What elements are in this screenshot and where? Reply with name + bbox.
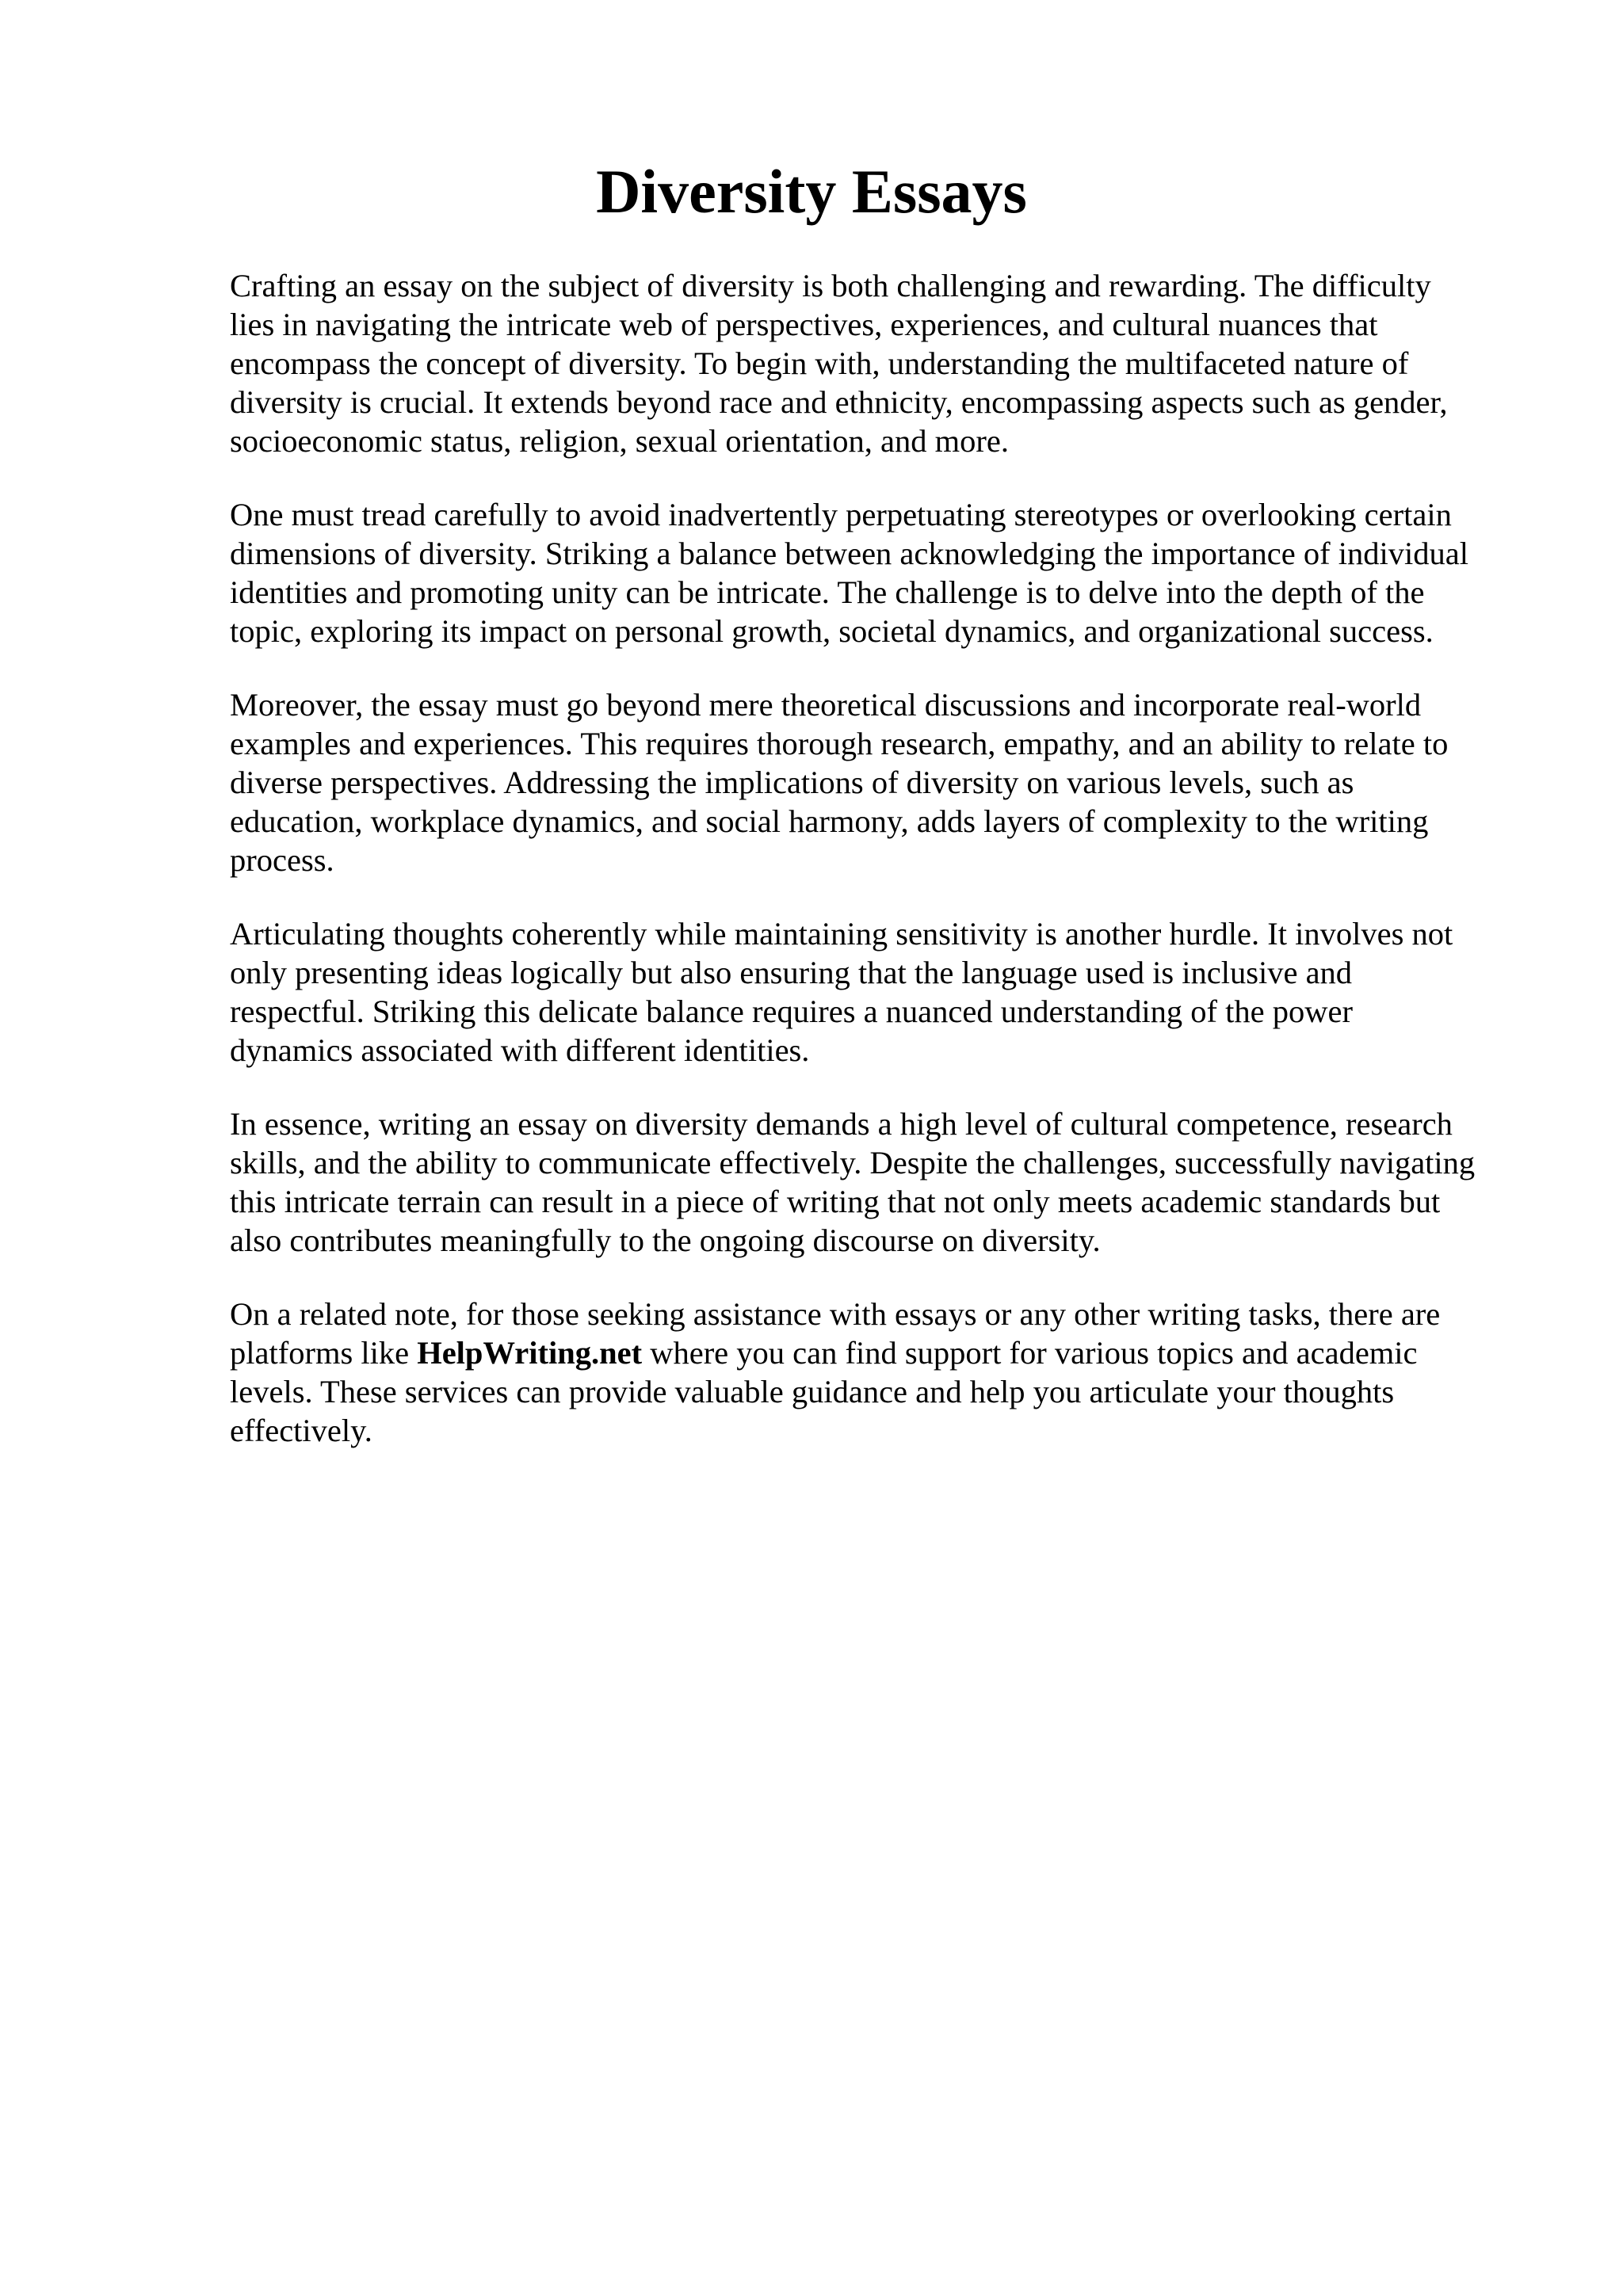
paragraph-2 <box>230 495 1537 650</box>
text-line: skills, and the ability to communicate effectively. Despite the challenges, successfully navigating <box>230 1145 1476 1180</box>
paragraph-5 <box>230 1104 1537 1260</box>
text-line: Moreover, the essay must go beyond mere theoretical discussions and incorporate real-world <box>230 687 1422 723</box>
page-title: Diversity Essays <box>596 157 1027 226</box>
text-line: levels. These services can provide valuable guidance and help you articulate your thoughts <box>230 1374 1395 1409</box>
text-line: diversity is crucial. It extends beyond race and ethnicity, encompassing aspects such as gender, <box>230 384 1448 420</box>
inline-text: platforms like <box>230 1335 418 1371</box>
text-line: encompass the concept of diversity. To begin with, understanding the multifaceted nature of <box>230 345 1409 381</box>
text-line: examples and experiences. This requires thorough research, empathy, and an ability to relate to <box>230 726 1449 761</box>
text-line: respectful. Striking this delicate balance requires a nuanced understanding of the power <box>230 994 1353 1029</box>
text-line: Articulating thoughts coherently while maintaining sensitivity is another hurdle. It involves not <box>230 916 1453 952</box>
paragraph-1 <box>230 266 1537 460</box>
text-line: education, workplace dynamics, and social harmony, adds layers of complexity to the writing <box>230 803 1429 839</box>
paragraph-4 <box>230 914 1537 1070</box>
text-line: process. <box>230 842 334 878</box>
text-line: this intricate terrain can result in a piece of writing that not only meets academic standards but <box>230 1184 1441 1219</box>
text-line: also contributes meaningfully to the ongoing discourse on diversity. <box>230 1222 1101 1258</box>
essay-body <box>230 266 1537 1485</box>
text-line: lies in navigating the intricate web of perspectives, experiences, and cultural nuances that <box>230 307 1378 342</box>
text-line: diverse perspectives. Addressing the implications of diversity on various levels, such as <box>230 765 1354 800</box>
paragraph-3 <box>230 685 1537 879</box>
text-line: Crafting an essay on the subject of diversity is both challenging and rewarding. The difficulty <box>230 268 1431 303</box>
text-line: dimensions of diversity. Striking a balance between acknowledging the importance of individual <box>230 536 1468 571</box>
inline-text: where you can find support for various topics and academic <box>642 1335 1418 1371</box>
text-line: In essence, writing an essay on diversity demands a high level of cultural competence, research <box>230 1106 1453 1142</box>
text-line: effectively. <box>230 1413 372 1448</box>
text-line: One must tread carefully to avoid inadvertently perpetuating stereotypes or overlooking certain <box>230 497 1452 532</box>
text-line: only presenting ideas logically but also ensuring that the language used is inclusive and <box>230 955 1353 990</box>
text-line: socioeconomic status, religion, sexual orientation, and more. <box>230 423 1009 459</box>
text-line: dynamics associated with different identities. <box>230 1032 810 1068</box>
text-line: topic, exploring its impact on personal growth, societal dynamics, and organizational success. <box>230 613 1434 649</box>
helpwriting-link[interactable]: HelpWriting.net <box>417 1335 643 1371</box>
text-line: identities and promoting unity can be intricate. The challenge is to delve into the depth of the <box>230 574 1425 610</box>
text-line: On a related note, for those seeking assistance with essays or any other writing tasks, there are <box>230 1296 1441 1332</box>
text-line-with-link <box>230 1333 1537 1372</box>
paragraph-6 <box>230 1295 1537 1450</box>
